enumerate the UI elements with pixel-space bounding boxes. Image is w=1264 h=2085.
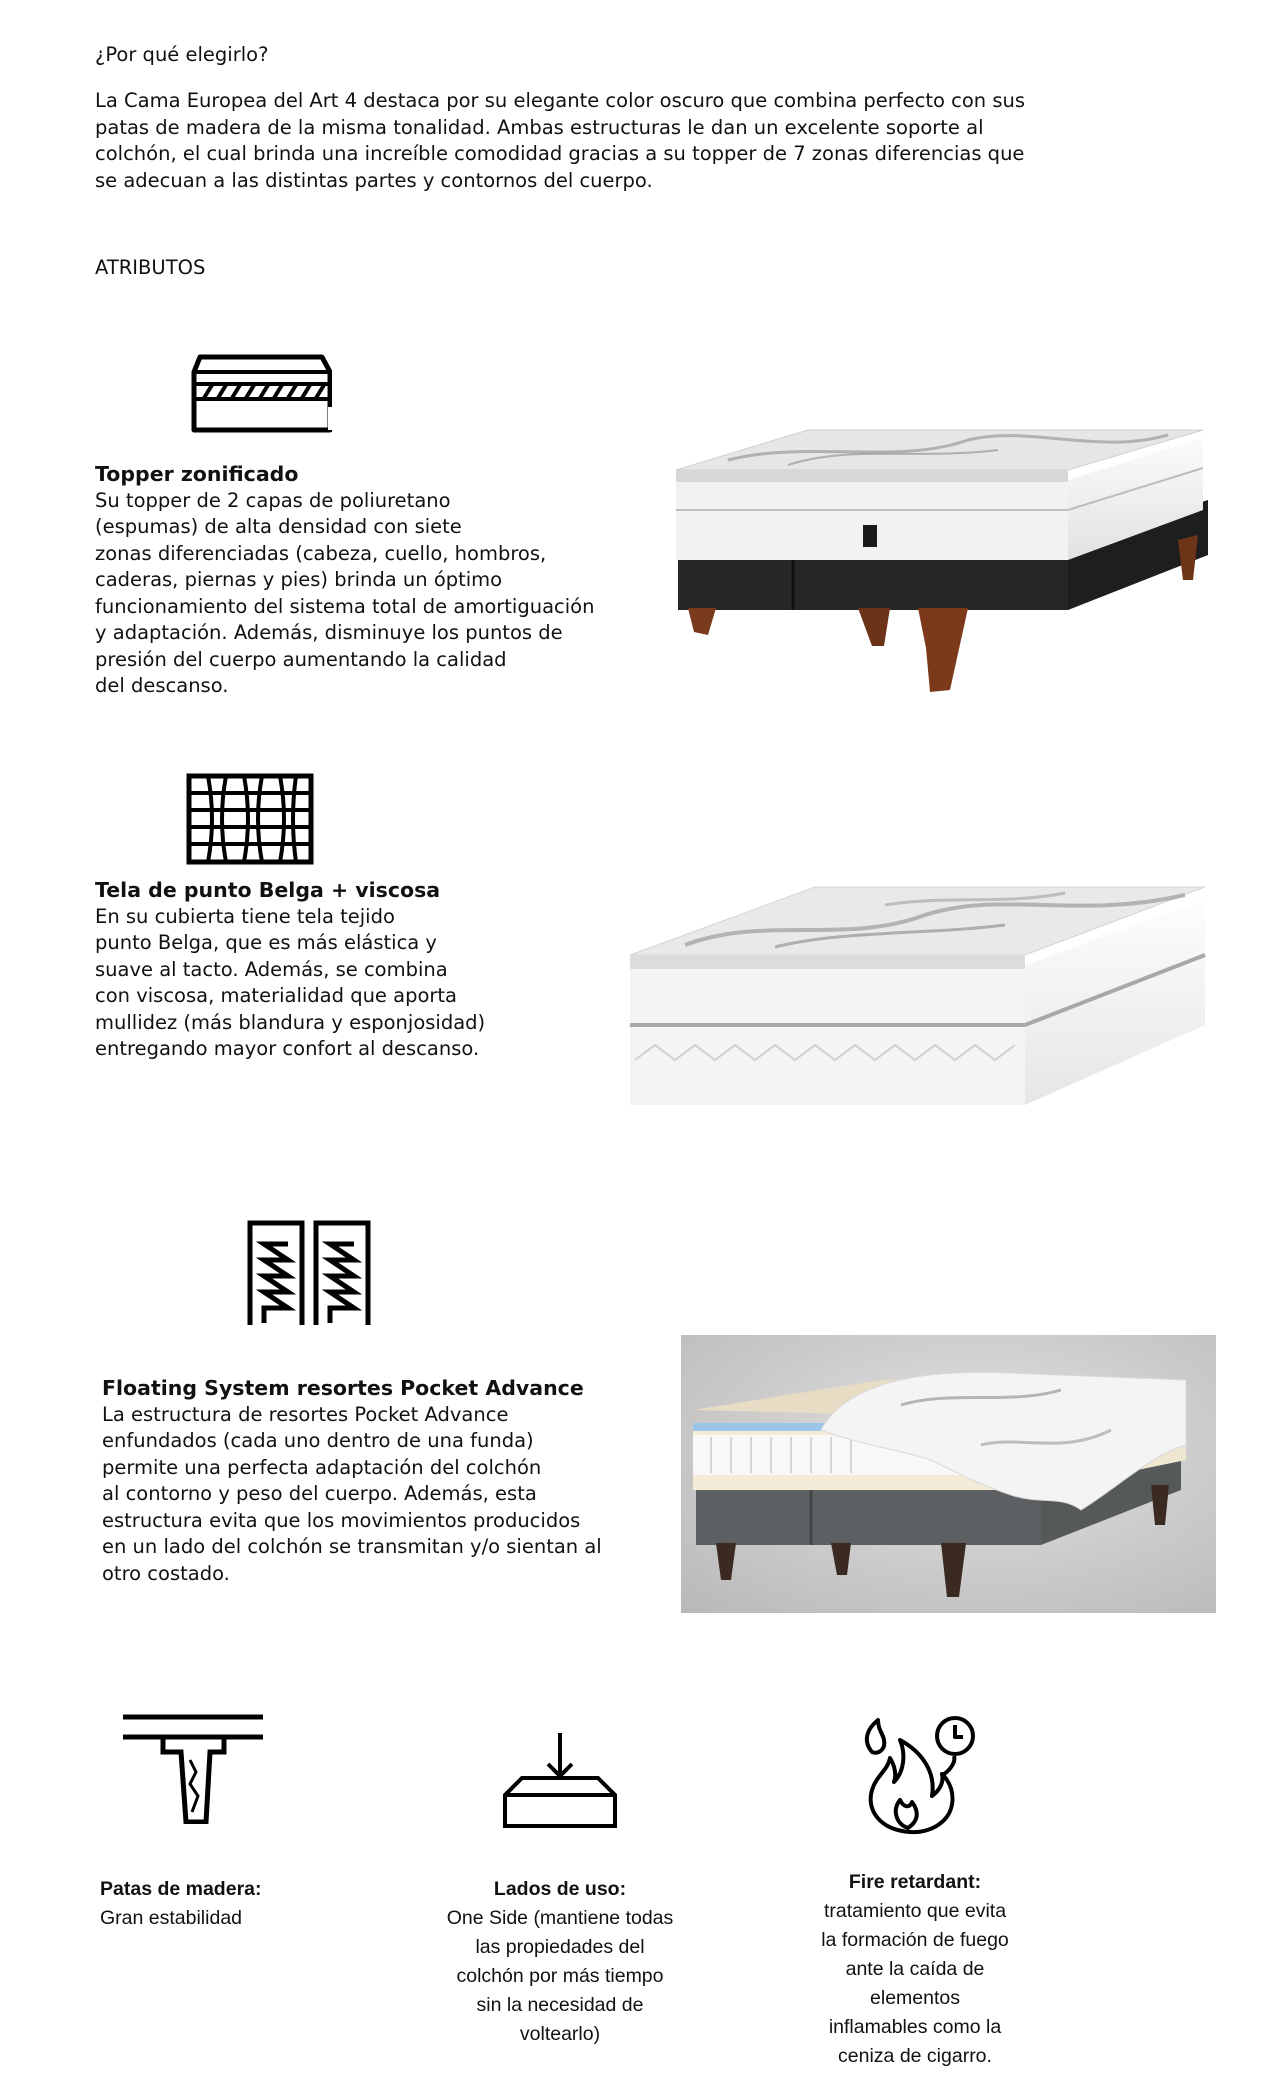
feature-fabric (95, 877, 485, 1063)
pocket-springs-icon (244, 1220, 374, 1330)
bottom-feature-sides (410, 1875, 710, 2049)
bottom-feature-line: las propiedades del (475, 1936, 645, 1958)
feature-line: entregando mayor confort al descanso. (95, 1037, 480, 1060)
feature-line: estructura evita que los movimientos producidos (102, 1508, 581, 1532)
feature-description (95, 488, 594, 700)
bottom-feature-title: Fire retardant: (848, 1871, 982, 1893)
feature-line: En su cubierta tiene tela tejido (95, 904, 395, 928)
feature-line: Su topper de 2 capas de poliuretano (95, 488, 451, 512)
feature-topper (95, 461, 594, 700)
bottom-feature-legs (100, 1875, 262, 1933)
feature-title: Topper zonificado (95, 462, 299, 486)
feature-line: permite una perfecta adaptación del colchón (102, 1455, 542, 1479)
feature-line: punto Belga, que es más elástica y (95, 931, 437, 954)
intro-line: se adecuan a las distintas partes y contornos del cuerpo. (95, 168, 653, 192)
feature-line: suave al tacto. Además, se combina (95, 957, 448, 981)
intro-line: colchón, el cual brinda una increíble comodidad gracias a su topper de 7 zonas diferencias que (95, 142, 1025, 165)
feature-line: (espumas) de alta densidad con siete (95, 515, 462, 538)
bottom-feature-fire (775, 1868, 1055, 2071)
bottom-feature-line: la formación de fuego (821, 1929, 1009, 1951)
feature-line: mullidez (más blandura y esponjosidad) (95, 1010, 486, 1034)
bottom-feature-line: ante la caída de (845, 1958, 985, 1980)
bottom-feature-line: ceniza de cigarro. (838, 2045, 992, 2067)
bottom-feature-line: voltearlo) (519, 2023, 601, 2045)
bottom-feature-title: Lados de uso: (493, 1878, 627, 1900)
feature-line: con viscosa, materialidad que aporta (95, 984, 457, 1007)
bottom-feature-line: Gran estabilidad (100, 1907, 243, 1929)
feature-line: otro costado. (102, 1561, 230, 1585)
bottom-feature-line: colchón por más tiempo (456, 1965, 664, 1987)
bottom-feature-title: Patas de madera: (100, 1878, 262, 1900)
feature-description (95, 904, 485, 1063)
feature-description (102, 1402, 602, 1588)
feature-line: al contorno y peso del cuerpo. Además, esta (102, 1482, 537, 1505)
wooden-leg-icon (118, 1712, 268, 1824)
feature-line: y adaptación. Además, disminuye los puntos de (95, 621, 563, 644)
feature-line: caderas, piernas y pies) brinda un óptimo (95, 568, 503, 591)
bottom-feature-line: inflamables como la (828, 2016, 1002, 2038)
feature-line: zonas diferenciadas (cabeza, cuello, hombros, (95, 541, 547, 565)
feature-title: Floating System resortes Pocket Advance (102, 1376, 584, 1400)
fire-retardant-icon (860, 1712, 980, 1837)
feature-line: funcionamiento del sistema total de amortiguación (95, 594, 595, 618)
bottom-feature-line: sin la necesidad de (476, 1994, 644, 2016)
feature-title: Tela de punto Belga + viscosa (95, 878, 441, 902)
feature-springs (102, 1375, 602, 1587)
mattress-image (625, 875, 1210, 1110)
attributes-heading: ATRIBUTOS (95, 256, 206, 279)
bottom-feature-line: One Side (mantiene todas (446, 1907, 674, 1929)
intro-line: La Cama Europea del Art 4 destaca por su elegante color oscuro que combina perfecto con sus (95, 89, 1026, 112)
bottom-feature-line: tratamiento que evita (823, 1900, 1007, 1922)
feature-line: del descanso. (95, 674, 229, 697)
intro-paragraph (95, 88, 1025, 194)
mattress-layers-icon (190, 352, 332, 434)
bottom-feature-line: elementos (870, 1987, 960, 2009)
knit-fabric-icon (186, 773, 314, 865)
feature-line: en un lado del colchón se transmitan y/o sientan al (102, 1535, 602, 1558)
bed-cutaway-image (681, 1335, 1216, 1613)
feature-line: enfundados (cada uno dentro de una funda) (102, 1429, 534, 1452)
bed-dark-base-image (668, 420, 1208, 705)
one-side-mattress-icon (500, 1730, 620, 1830)
intro-question: ¿Por qué elegirlo? (95, 43, 269, 66)
feature-line: La estructura de resortes Pocket Advance (102, 1402, 509, 1426)
intro-line: patas de madera de la misma tonalidad. Ambas estructuras le dan un excelente soporte al (95, 115, 984, 139)
feature-line: presión del cuerpo aumentando la calidad (95, 647, 507, 671)
